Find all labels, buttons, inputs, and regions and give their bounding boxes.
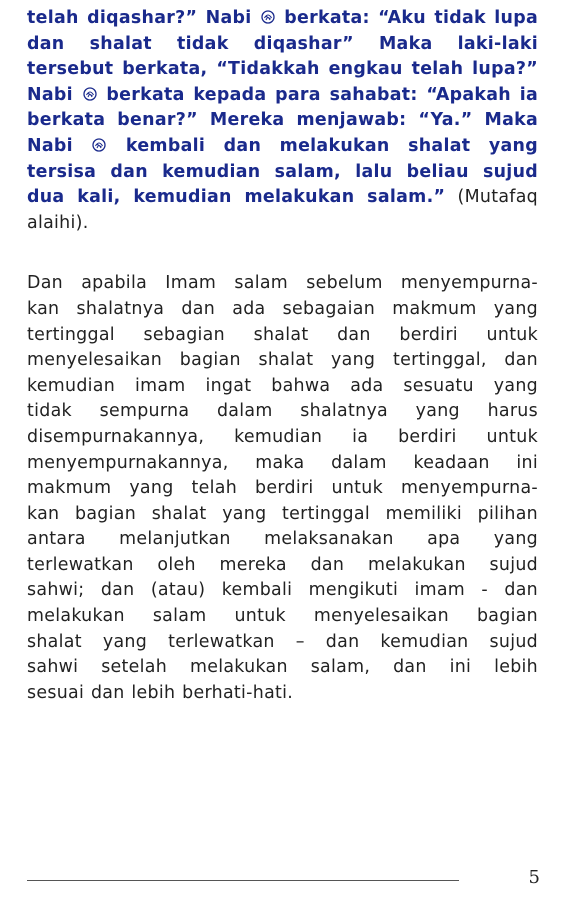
text-line: alaihi). (27, 212, 89, 233)
text-fragment: Nabi (27, 135, 92, 156)
text-line: kemudian imam ingat bahwa ada sesuatu yang (27, 375, 538, 396)
text-line: shalat yang terlewatkan – dan kemudian sujud (27, 631, 538, 652)
citation-text: (Mutafaq (445, 187, 538, 208)
text-fragment: Nabi (27, 84, 82, 105)
text-line (27, 6, 538, 32)
text-line: tertinggal sebagian shalat dan berdiri untuk (27, 324, 538, 345)
document-page (27, 6, 538, 706)
text-line (27, 134, 538, 160)
text-line: kan bagian shalat yang tertinggal memiliki pilihan (27, 503, 538, 524)
text-line: Dan apabila Imam salam sebelum menyempurna- (27, 273, 538, 294)
hadith-paragraph (27, 6, 538, 236)
text-line (27, 185, 538, 211)
text-fragment: berkata kepada para sahabat: “Apakah ia (97, 84, 538, 105)
text-fragment: dua kali, kemudian melakukan salam.” (27, 187, 446, 208)
text-line: makmum yang telah berdiri untuk menyempurna- (27, 478, 538, 499)
text-line (27, 83, 538, 109)
text-line: sahwi setelah melakukan salam, dan ini lebih (27, 657, 538, 678)
text-fragment: berkata: “Aku tidak lupa (275, 8, 538, 28)
footer-divider (27, 880, 459, 881)
body-paragraph (27, 271, 538, 706)
text-line: menyelesaikan bagian shalat yang tertinggal, dan (27, 350, 538, 371)
text-line: melakukan salam untuk menyelesaikan bagian (27, 606, 538, 627)
text-line: menyempurnakannya, maka dalam keadaan ini (27, 452, 538, 473)
salawat-honorific-icon (82, 86, 98, 102)
text-line: sahwi; dan (atau) kembali mengikuti imam - dan (27, 580, 538, 601)
salawat-honorific-icon (260, 9, 276, 25)
page-number: 5 (528, 867, 540, 888)
paragraph-gap (27, 236, 538, 271)
text-line: tersisa dan kemudian salam, lalu beliau sujud (27, 161, 538, 182)
text-line: dan shalat tidak diqashar” Maka laki-laki (27, 33, 538, 54)
text-line: tidak sempurna dalam shalatnya yang harus (27, 401, 538, 422)
text-line: tersebut berkata, “Tidakkah engkau telah lupa?” (27, 59, 538, 80)
salawat-honorific-icon (91, 137, 107, 153)
text-line: terlewatkan oleh mereka dan melakukan sujud (27, 554, 538, 575)
text-line: sesuai dan lebih berhati-hati. (27, 682, 294, 703)
text-fragment: telah diqashar?” Nabi (27, 8, 260, 28)
text-line: kan shalatnya dan ada sebagaian makmum yang (27, 298, 538, 319)
text-fragment: kembali dan melakukan shalat yang (107, 135, 538, 156)
text-line: berkata benar?” Mereka menjawab: “Ya.” Maka (27, 110, 538, 131)
text-line: disempurnakannya, kemudian ia berdiri untuk (27, 426, 538, 447)
text-line: antara melanjutkan melaksanakan apa yang (27, 529, 538, 550)
